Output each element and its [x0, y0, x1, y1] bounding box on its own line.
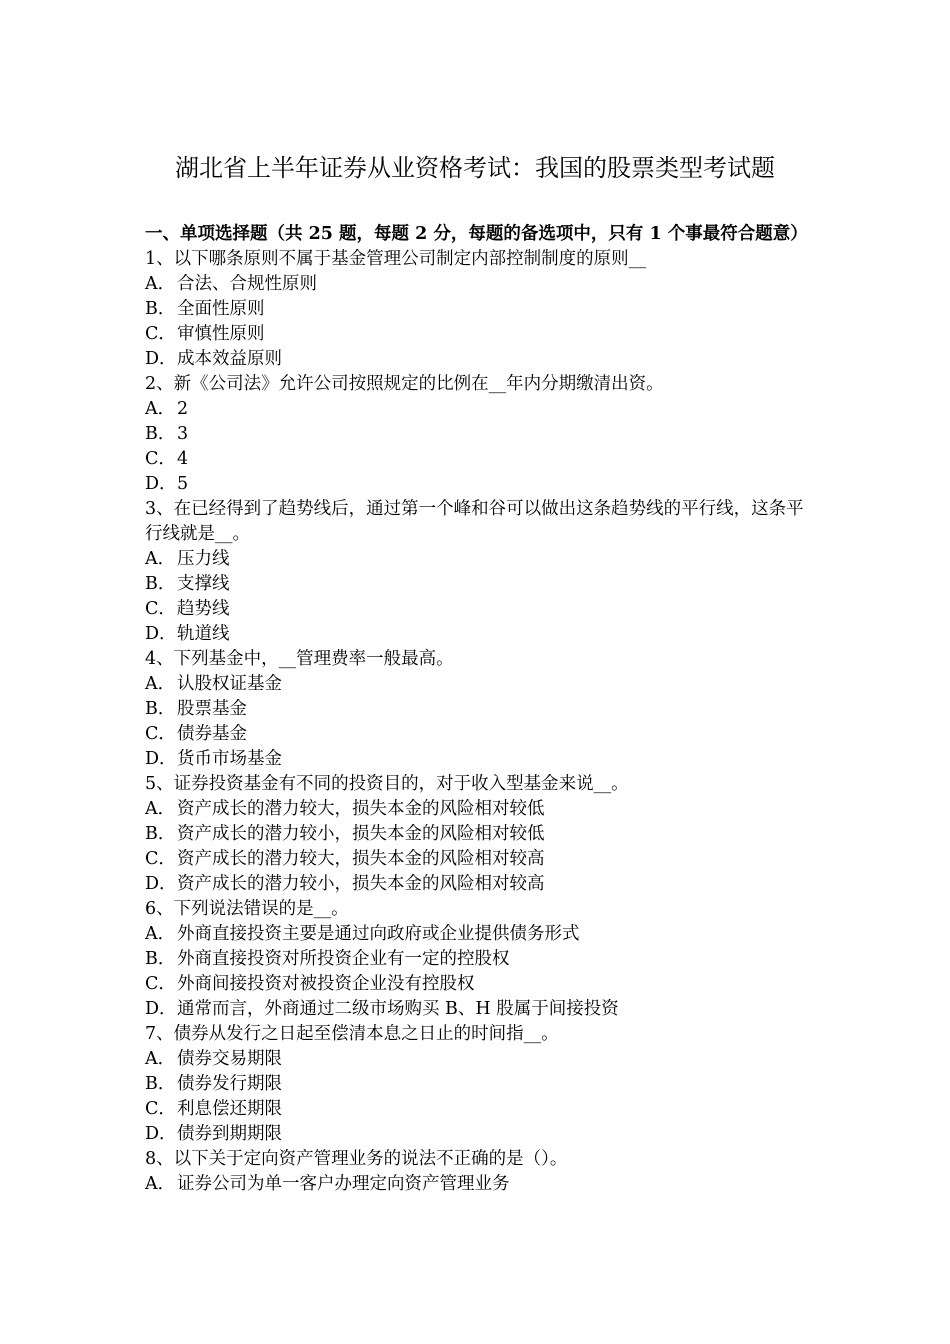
- answer-option: [145, 722, 813, 747]
- option-text: 债券交易期限: [177, 1049, 282, 1069]
- answer-option: [145, 622, 813, 647]
- option-letter: B．: [145, 299, 176, 319]
- option-text: 债券到期期限: [177, 1124, 282, 1144]
- option-letter: D．: [145, 624, 177, 644]
- answer-option: [145, 747, 813, 772]
- answer-option: [145, 847, 813, 872]
- answer-option: [145, 322, 813, 347]
- option-text: 压力线: [177, 549, 230, 569]
- option-letter: B．: [145, 949, 176, 969]
- page-title: 湖北省上半年证券从业资格考试：我国的股票类型考试题: [175, 154, 775, 182]
- question-text: 8、以下关于定向资产管理业务的说法不正确的是（）。: [145, 1149, 568, 1169]
- option-text: 合法、合规性原则: [177, 274, 317, 294]
- question-item: [145, 1147, 813, 1197]
- question-text: 3、在已经得到了趋势线后，通过第一个峰和谷可以做出这条趋势线的平行线，这条平行线就是__。: [145, 499, 804, 544]
- option-text: 成本效益原则: [177, 349, 282, 369]
- option-text: 3: [177, 424, 189, 444]
- option-letter: D．: [145, 999, 177, 1019]
- answer-option: [145, 597, 813, 622]
- option-text: 支撑线: [177, 574, 230, 594]
- option-letter: B．: [145, 699, 176, 719]
- option-letter: D．: [145, 474, 177, 494]
- option-letter: C．: [145, 1099, 176, 1119]
- option-text: 外商间接投资对被投资企业没有控股权: [177, 974, 475, 994]
- option-letter: B．: [145, 824, 176, 844]
- answer-option: [145, 872, 813, 897]
- answer-option: [145, 922, 813, 947]
- question-list: [145, 247, 813, 1197]
- option-letter: D．: [145, 349, 177, 369]
- option-letter: C．: [145, 324, 176, 344]
- option-letter: D．: [145, 1124, 177, 1144]
- answer-option: [145, 1122, 813, 1147]
- option-text: 审慎性原则: [177, 324, 265, 344]
- option-letter: A．: [145, 549, 176, 569]
- document-body: [145, 222, 813, 1197]
- option-letter: A．: [145, 399, 176, 419]
- answer-option: [145, 797, 813, 822]
- answer-option: [145, 997, 813, 1022]
- answer-option: [145, 422, 813, 447]
- option-letter: B．: [145, 424, 176, 444]
- answer-option: [145, 1072, 813, 1097]
- option-text: 轨道线: [177, 624, 230, 644]
- question-text: 1、以下哪条原则不属于基金管理公司制定内部控制制度的原则__: [145, 249, 647, 269]
- option-letter: A．: [145, 1174, 176, 1194]
- option-text: 债券基金: [177, 724, 247, 744]
- question-text: 7、债券从发行之日起至偿清本息之日止的时间指__。: [145, 1024, 559, 1044]
- answer-option: [145, 1172, 813, 1197]
- option-text: 股票基金: [177, 699, 247, 719]
- option-letter: B．: [145, 574, 176, 594]
- question-item: [145, 247, 813, 372]
- option-text: 证券公司为单一客户办理定向资产管理业务: [177, 1174, 510, 1194]
- answer-option: [145, 547, 813, 572]
- answer-option: [145, 472, 813, 497]
- option-text: 债券发行期限: [177, 1074, 282, 1094]
- option-letter: C．: [145, 449, 176, 469]
- option-letter: C．: [145, 599, 176, 619]
- answer-option: [145, 297, 813, 322]
- section-heading: 一、单项选择题（共 25 题，每题 2 分，每题的备选项中，只有 1 个事最符合题意）: [145, 224, 808, 244]
- option-text: 2: [177, 399, 189, 419]
- option-letter: A．: [145, 274, 176, 294]
- option-letter: A．: [145, 674, 176, 694]
- answer-option: [145, 822, 813, 847]
- option-text: 资产成长的潜力较大，损失本金的风险相对较高: [177, 849, 545, 869]
- option-letter: D．: [145, 749, 177, 769]
- option-letter: D．: [145, 874, 177, 894]
- answer-option: [145, 1097, 813, 1122]
- answer-option: [145, 697, 813, 722]
- option-text: 5: [177, 474, 189, 494]
- question-text: 6、下列说法错误的是__。: [145, 899, 349, 919]
- option-letter: A．: [145, 1049, 176, 1069]
- option-text: 外商直接投资对所投资企业有一定的控股权: [177, 949, 510, 969]
- option-letter: A．: [145, 799, 176, 819]
- answer-option: [145, 972, 813, 997]
- question-item: [145, 897, 813, 1022]
- option-letter: A．: [145, 924, 176, 944]
- answer-option: [145, 572, 813, 597]
- option-text: 资产成长的潜力较大，损失本金的风险相对较低: [177, 799, 545, 819]
- option-text: 资产成长的潜力较小，损失本金的风险相对较高: [177, 874, 545, 894]
- question-item: [145, 647, 813, 772]
- option-letter: B．: [145, 1074, 176, 1094]
- question-text: 4、下列基金中，__管理费率一般最高。: [145, 649, 454, 669]
- option-text: 利息偿还期限: [177, 1099, 282, 1119]
- option-text: 全面性原则: [177, 299, 265, 319]
- option-text: 4: [177, 449, 189, 469]
- question-item: [145, 372, 813, 497]
- answer-option: [145, 272, 813, 297]
- option-text: 货币市场基金: [177, 749, 282, 769]
- option-letter: C．: [145, 849, 176, 869]
- question-item: [145, 1022, 813, 1147]
- option-text: 资产成长的潜力较小，损失本金的风险相对较低: [177, 824, 545, 844]
- option-text: 趋势线: [177, 599, 230, 619]
- question-text: 2、新《公司法》允许公司按照规定的比例在__年内分期缴清出资。: [145, 374, 664, 394]
- option-text: 认股权证基金: [177, 674, 282, 694]
- option-text: 外商直接投资主要是通过向政府或企业提供债务形式: [177, 924, 580, 944]
- answer-option: [145, 397, 813, 422]
- answer-option: [145, 447, 813, 472]
- answer-option: [145, 1047, 813, 1072]
- option-letter: C．: [145, 724, 176, 744]
- question-item: [145, 772, 813, 897]
- answer-option: [145, 347, 813, 372]
- option-letter: C．: [145, 974, 176, 994]
- answer-option: [145, 672, 813, 697]
- answer-option: [145, 947, 813, 972]
- question-item: [145, 497, 813, 647]
- question-text: 5、证券投资基金有不同的投资目的，对于收入型基金来说__。: [145, 774, 629, 794]
- option-text: 通常而言，外商通过二级市场购买 B、H 股属于间接投资: [177, 999, 619, 1019]
